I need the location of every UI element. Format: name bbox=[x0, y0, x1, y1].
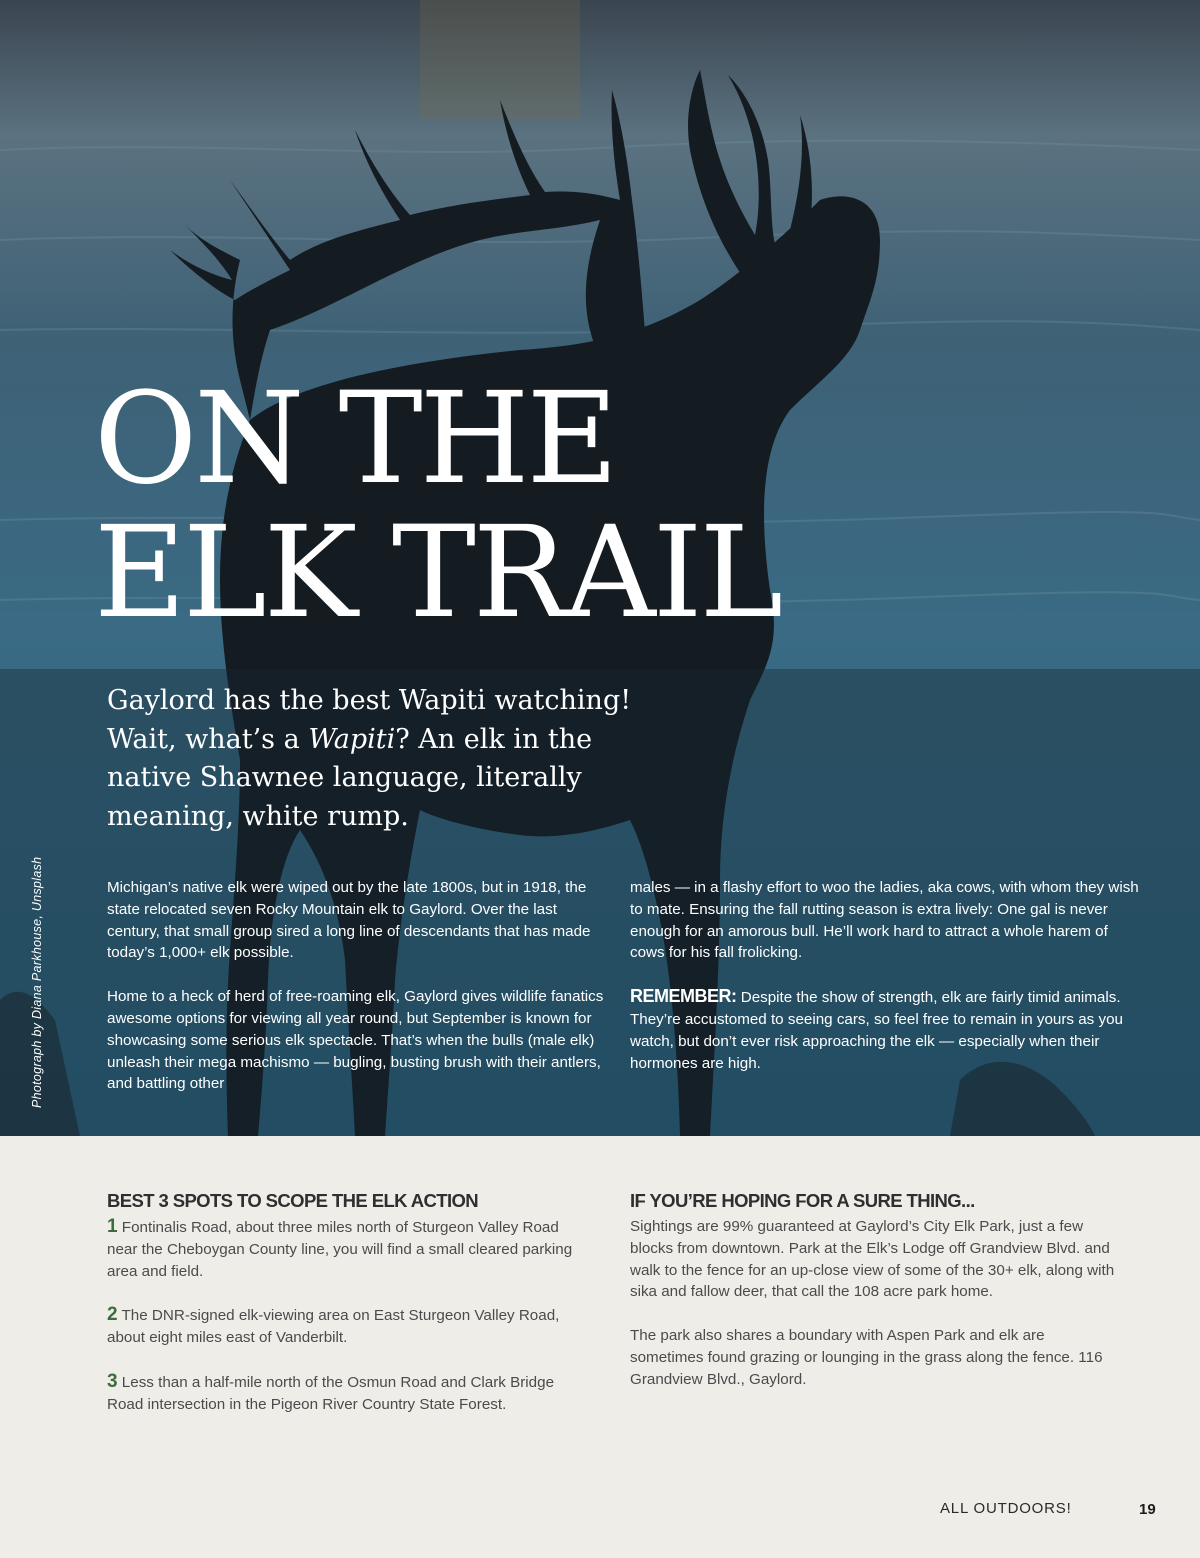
remember-label: REMEMBER: bbox=[630, 986, 737, 1007]
article-title bbox=[94, 365, 781, 646]
spot-number: 1 bbox=[107, 1216, 118, 1237]
spot-number: 3 bbox=[107, 1370, 118, 1392]
spot-text: The DNR-signed elk-viewing area on East Sturgeon Valley Road, about eight miles east of Vanderbilt. bbox=[107, 1307, 560, 1347]
title-line-2: ELK TRAIL bbox=[94, 499, 781, 646]
title-line-1: ON THE bbox=[94, 365, 616, 512]
sure-thing-paragraph: Sightings are 99% guaranteed at Gaylord’s City Elk Park, just a few blocks from downtown. Park at the Elk’s Lodge off Grandview Blvd. and walk to the fence for an up-close view of some of the 30+ elk, along with sika and fallow deer, that call the 108 acre park home. bbox=[630, 1218, 1115, 1301]
page-number: 19 bbox=[1139, 1501, 1156, 1518]
photo-credit: Photograph by Diana Parkhouse, Unsplash bbox=[30, 856, 44, 1108]
article-dek bbox=[107, 682, 667, 836]
body-paragraph: males — in a flashy effort to woo the ladies, aka cows, with whom they wish to mate. Ensuring the fall rutting season is extra lively: One gal is never enough for an amorous bull. He’ll work hard to attract a whole harem of cows for his fall frolicking. bbox=[630, 879, 1139, 962]
sure-thing-heading: IF YOU’RE HOPING FOR A SURE THING... bbox=[630, 1190, 975, 1211]
body-paragraph: Home to a heck of herd of free-roaming elk, Gaylord gives wildlife fanatics awesome options for viewing all year round, but September is known for showcasing some serious elk spectacle. That’s when the bulls (male elk) unleash their mega machismo — bugling, busting brush with their antlers, and battling other bbox=[107, 988, 604, 1093]
spot-text: Fontinalis Road, about three miles north of Sturgeon Valley Road near the Cheboygan County line, you will find a small cleared parking area and field. bbox=[107, 1219, 573, 1280]
best-spots-section bbox=[107, 1188, 587, 1438]
spot-number: 2 bbox=[107, 1304, 118, 1326]
spot-item bbox=[107, 1304, 587, 1349]
publication-name: ALL OUTDOORS! bbox=[940, 1500, 1072, 1517]
body-paragraph: Michigan’s native elk were wiped out by the late 1800s, but in 1918, the state relocated seven Rocky Mountain elk to Gaylord. Over the last century, that small group sired a long line of descendants that has made today’s 1,000+ elk possible. bbox=[107, 879, 591, 962]
dek-part-1: Gaylord has the best Wapiti watching! Wait, what’s a bbox=[107, 685, 632, 755]
sure-thing-paragraph: The park also shares a boundary with Aspen Park and elk are sometimes found grazing or lounging in the grass along the fence. 116 Grandview Blvd., Gaylord. bbox=[630, 1327, 1103, 1388]
remember-text: Despite the show of strength, elk are fairly timid animals. They’re accustomed to seeing cars, so feel free to remain in yours as you watch, but don’t ever risk approaching the elk — especially when their hormones are high. bbox=[630, 989, 1123, 1072]
body-column-2 bbox=[630, 877, 1140, 1096]
dek-part-2: ? An elk in the native Shawnee language, literally meaning, white rump. bbox=[107, 723, 593, 832]
spot-item bbox=[107, 1216, 587, 1282]
remember-paragraph bbox=[630, 986, 1140, 1074]
dek-emphasis: Wapiti bbox=[308, 723, 396, 755]
spot-text: Less than a half-mile north of the Osmun Road and Clark Bridge Road intersection in the Pigeon River Country State Forest. bbox=[107, 1373, 555, 1413]
spot-item bbox=[107, 1371, 587, 1416]
body-column-1 bbox=[107, 877, 612, 1117]
best-spots-heading: BEST 3 SPOTS TO SCOPE THE ELK ACTION bbox=[107, 1190, 479, 1211]
sure-thing-section bbox=[630, 1188, 1120, 1413]
